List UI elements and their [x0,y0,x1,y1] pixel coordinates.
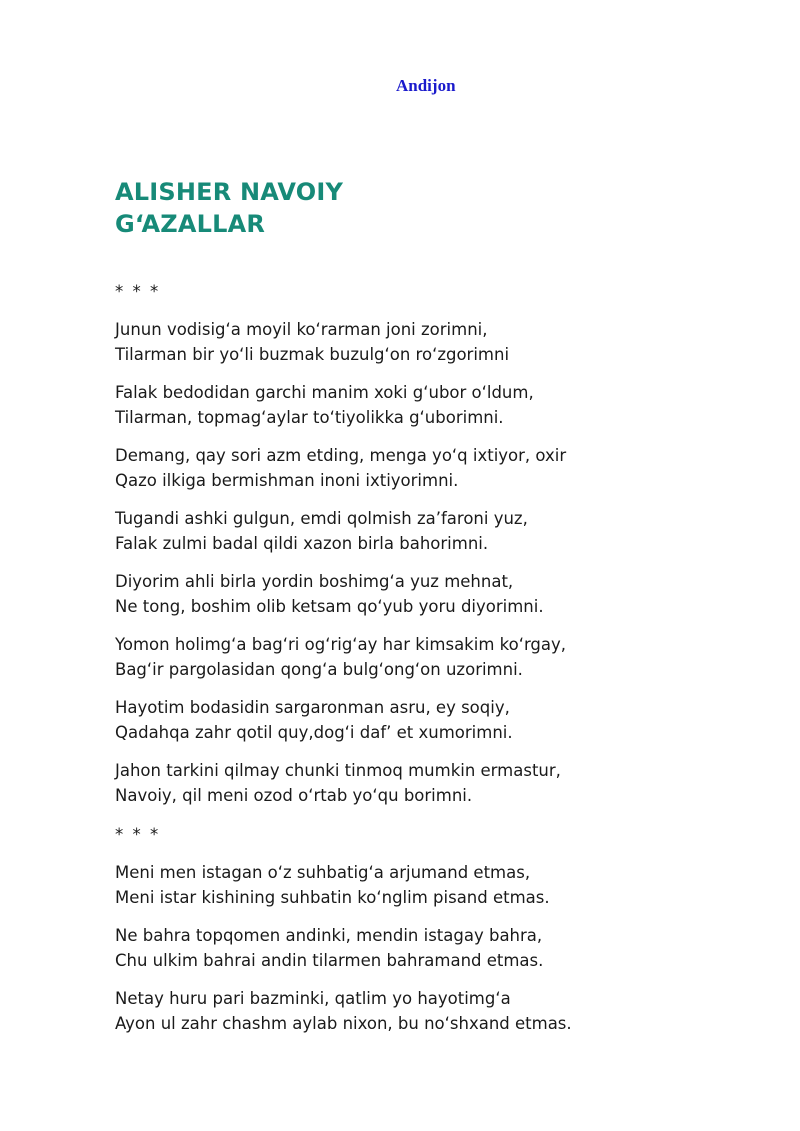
page-title [115,176,343,240]
poem-line: Meni men istagan o‘z suhbatig‘a arjumand etmas, [115,863,531,882]
poem-line: Bag‘ir pargolasidan qong‘a bulg‘ong‘on uzorimni. [115,660,523,679]
poem-separator: * * * [115,825,161,844]
poem-line: Chu ulkim bahrai andin tilarmen bahramand etmas. [115,951,544,970]
title-line-author: ALISHER NAVOIY [115,178,344,206]
poem-stanza [115,506,755,556]
poem-line: Ne bahra topqomen andinki, mendin istagay bahra, [115,926,543,945]
poem-stanza [115,380,755,430]
poem-stanza [115,317,755,367]
poem-stanza [115,923,755,973]
poem-line: Tilarman bir yo‘li buzmak buzulg‘on ro‘zgorimni [115,345,510,364]
poem-line: Meni istar kishining suhbatin ko‘nglim pisand etmas. [115,888,550,907]
poem-stanza [115,986,755,1036]
poem-line: Tilarman, topmag‘aylar to‘tiyolikka g‘uborimni. [115,408,504,427]
poem-line: Hayotim bodasidin sargaronman asru, ey soqiy, [115,698,510,717]
poem-stanza [115,695,755,745]
poem-line: Junun vodisig‘a moyil ko‘rarman joni zorimni, [115,320,488,339]
poem-line: Falak bedodidan garchi manim xoki g‘ubor o‘ldum, [115,383,534,402]
poem-line: Jahon tarkini qilmay chunki tinmoq mumkin ermastur, [115,761,561,780]
poem-line: Qazo ilkiga bermishman inoni ixtiyorimni. [115,471,459,490]
poem-separator: * * * [115,282,161,301]
poem-line: Netay huru pari bazminki, qatlim yo hayotimg‘a [115,989,511,1008]
poem-stanza [115,443,755,493]
header-location: Andijon [396,76,456,95]
poem-stanza [115,860,755,910]
poem-line: Demang, qay sori azm etding, menga yo‘q ixtiyor, oxir [115,446,567,465]
poem-stanza [115,758,755,808]
poem-body [115,278,755,1049]
poem-stanza [115,632,755,682]
title-line-work: G‘AZALLAR [115,210,266,238]
poem-line: Yomon holimg‘a bag‘ri og‘rig‘ay har kimsakim ko‘rgay, [115,635,567,654]
poem-line: Falak zulmi badal qildi xazon birla bahorimni. [115,534,489,553]
poem-line: Ayon ul zahr chashm aylab nixon, bu no‘shxand etmas. [115,1014,572,1033]
poem-line: Diyorim ahli birla yordin boshimg‘a yuz mehnat, [115,572,514,591]
poem-line: Tugandi ashki gulgun, emdi qolmish za’faroni yuz, [115,509,528,528]
poem-stanza [115,569,755,619]
poem-line: Ne tong, boshim olib ketsam qo‘yub yoru diyorimni. [115,597,544,616]
poem-line: Qadahqa zahr qotil quy,dog‘i daf’ et xumorimni. [115,723,513,742]
poem-line: Navoiy, qil meni ozod o‘rtab yo‘qu borimni. [115,786,473,805]
